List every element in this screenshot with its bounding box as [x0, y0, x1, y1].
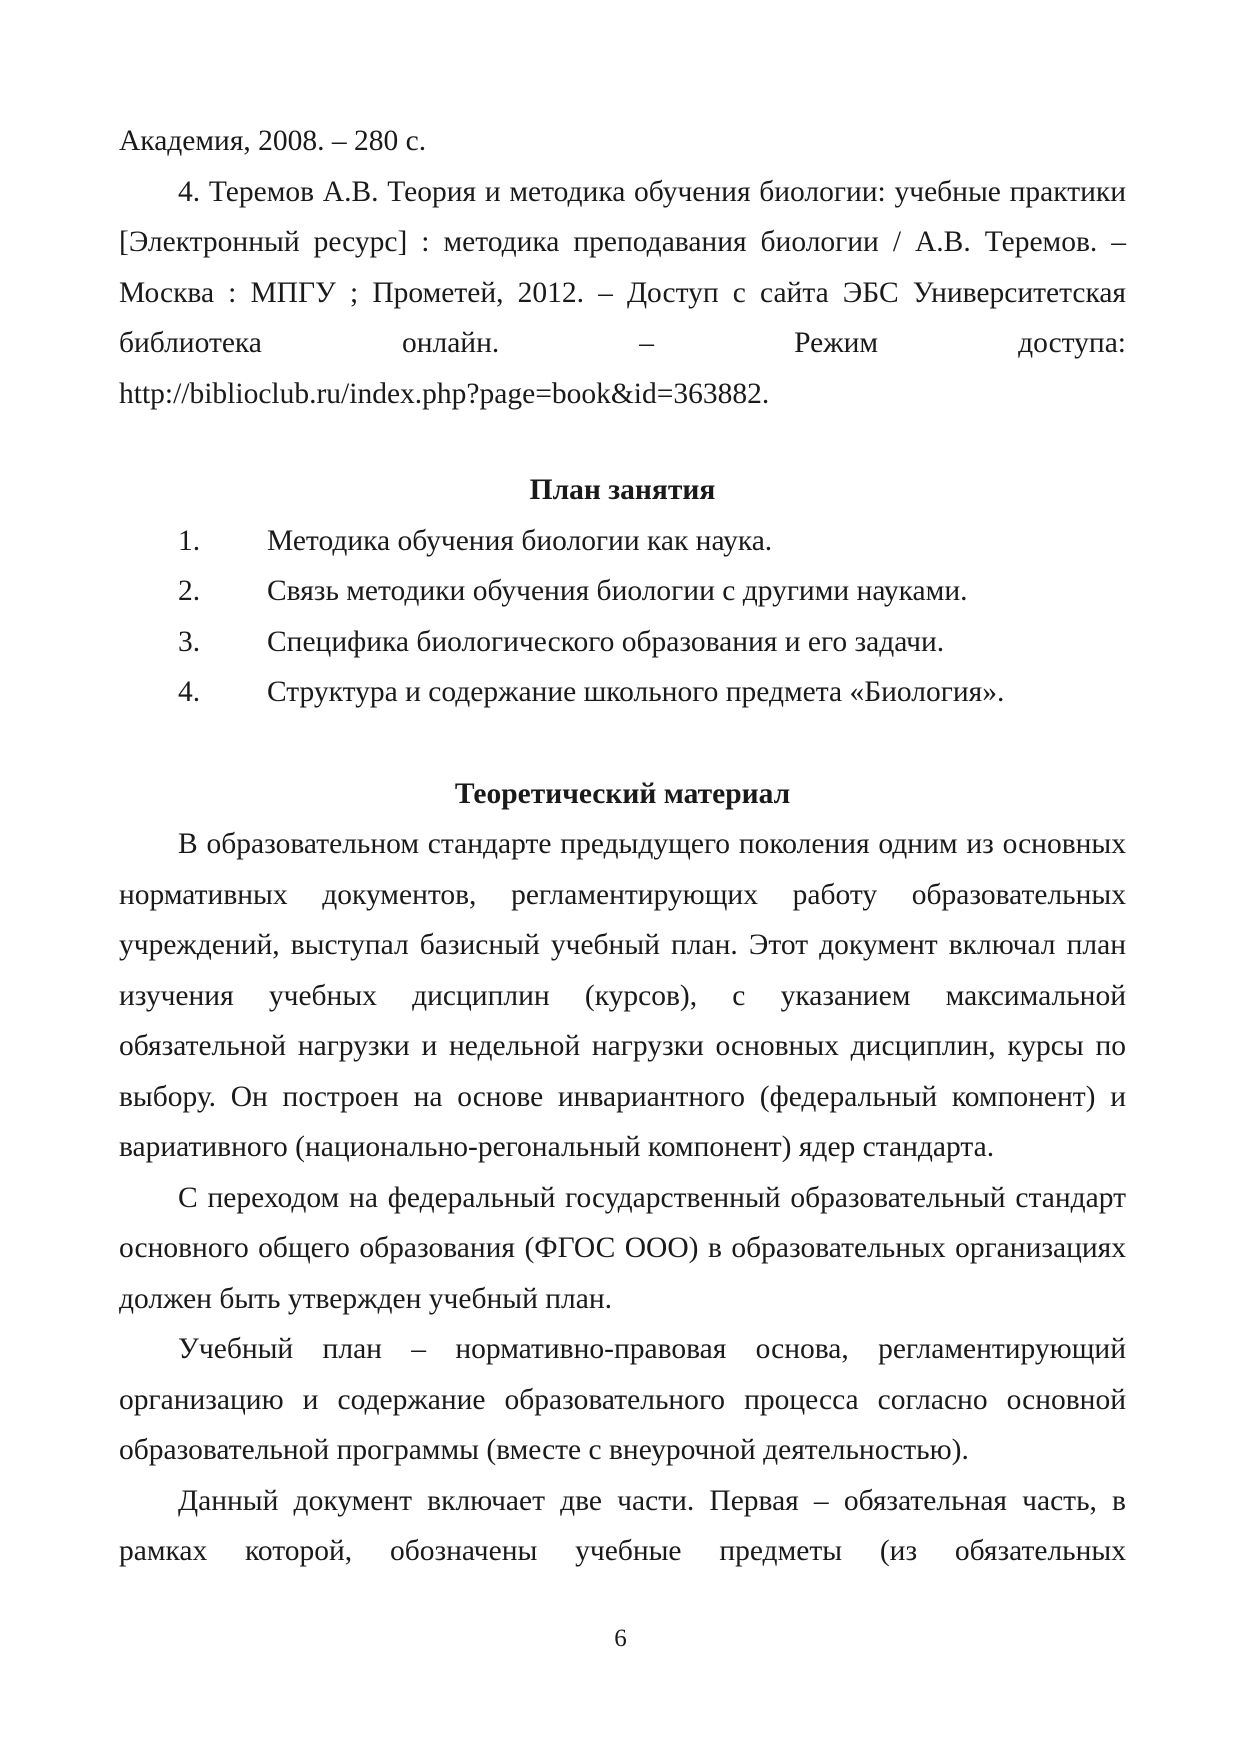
reference-continuation: Академия, 2008. – 280 с. — [119, 125, 427, 157]
spacer — [119, 419, 1126, 465]
plan-item-number: 1. — [178, 524, 201, 557]
plan-list-item — [119, 667, 1126, 718]
page-content — [119, 116, 1126, 1577]
theory-paragraph-2: С переходом на федеральный государственный образовательный стандарт основного общего образования (ФГОС ООО) в образовательных организациях должен быть утвержден учебный план. — [119, 1181, 1126, 1315]
plan-item-text: Специфика биологического образования и его задачи. — [267, 625, 945, 658]
plan-item-number: 4. — [178, 676, 201, 708]
plan-list — [119, 516, 1126, 718]
plan-list-item — [119, 566, 1126, 617]
theory-paragraph-3: Учебный план – нормативно-правовая основа, регламентирующий организацию и содержание образовательного процесса согласно основной образовательной программы (вместе с внеурочной деятельностью). — [119, 1333, 1126, 1466]
plan-item-number: 3. — [178, 625, 201, 658]
reference-url: http://biblioclub.ru/index.php?page=book&id=363882. — [119, 377, 770, 410]
plan-item-number: 2. — [178, 575, 201, 607]
reference-item-4: 4. Теремов А.В. Теория и методика обучения биологии: учебные практики [Электронный ресурс] : методика преподавания биологии / А.В. Теремов. – Москва : МПГУ ; Прометей, 2012. – Доступ с сайта ЭБС Университетская библиотека онлайн. – Режим доступа: — [119, 175, 1126, 359]
theory-paragraph-1: В образовательном стандарте предыдущего поколения одним из основных нормативных документов, регламентирующих работу образовательных учреждений, выступал базисный учебный план. Этот документ включал план изучения учебных дисциплин (курсов), с указанием максимальной обязательной нагрузки и недельной нагрузки основных дисциплин, курсы по выбору. Он построен на основе инвариантного (федеральный компонент) и вариативного (национально-регональный компонент) ядер стандарта. — [119, 828, 1126, 1163]
plan-item-text: Связь методики обучения биологии с другими науками. — [267, 575, 968, 607]
plan-item-text: Методика обучения биологии как наука. — [267, 524, 773, 557]
theory-heading: Теоретический материал — [454, 777, 791, 810]
plan-list-item — [119, 617, 1126, 668]
theory-paragraph-4: Данный документ включает две части. Первая – обязательная часть, в рамках которой, обозначены учебные предметы (из обязательных — [119, 1484, 1126, 1567]
page-number: 6 — [614, 1625, 627, 1652]
plan-heading: План занятия — [529, 474, 716, 506]
spacer — [119, 718, 1126, 769]
plan-item-text: Структура и содержание школьного предмета «Биология». — [267, 676, 1005, 708]
plan-list-item — [119, 516, 1126, 567]
